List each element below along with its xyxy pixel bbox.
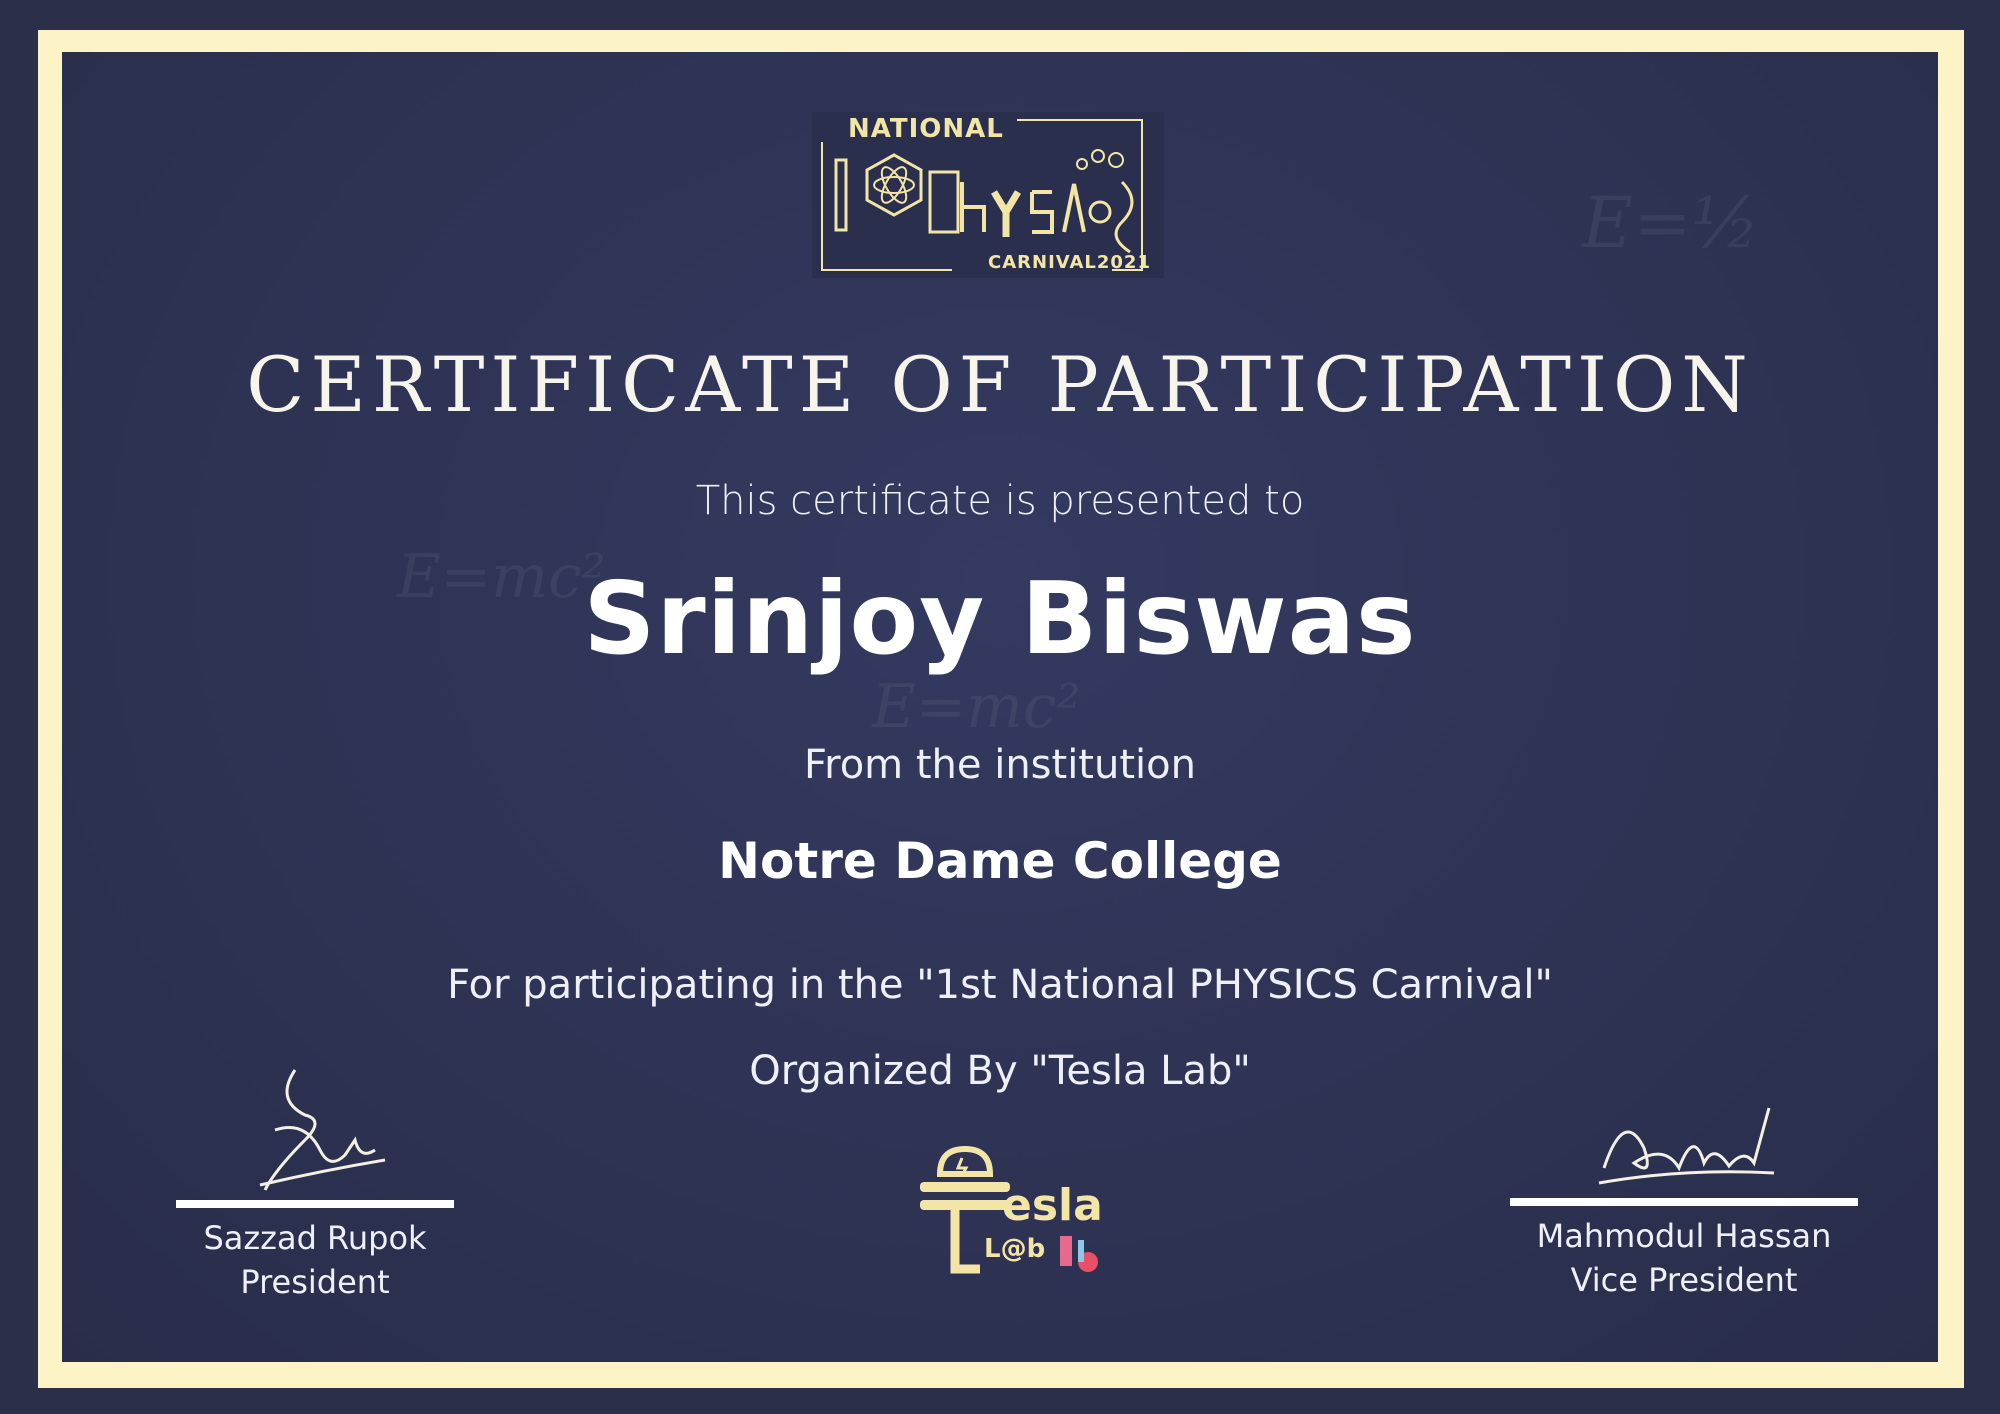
signature-line — [176, 1200, 454, 1208]
signature-vice-president-icon — [1510, 1088, 1858, 1198]
equation-watermark: E=½ — [1582, 182, 1760, 264]
equation-watermark: E=mc² — [872, 672, 1081, 742]
presented-to-label: This certificate is presented to — [695, 478, 1305, 524]
signatory-name: Mahmodul Hassan — [1536, 1217, 1832, 1255]
organized-by-line: Organized By "Tesla Lab" — [749, 1048, 1251, 1094]
tesla-logo-text-esla: esla — [1002, 1180, 1103, 1231]
signatory-role: President — [240, 1263, 390, 1301]
signature-line — [1510, 1198, 1858, 1206]
emblem-bottom-text: CARNIVAL2021 — [988, 252, 1151, 273]
signatory-name: Sazzad Rupok — [203, 1219, 427, 1257]
physics-carnival-emblem — [812, 112, 1164, 278]
tesla-lab-logo — [910, 1144, 1110, 1284]
recipient-name: Srinjoy Biswas — [583, 560, 1417, 677]
certificate-title: CERTIFICATE OF PARTICIPATION — [246, 340, 1754, 429]
signature-president-icon — [176, 1060, 454, 1200]
participation-line: For participating in the "1st National PHYSICS Carnival" — [447, 962, 1553, 1008]
institution-name: Notre Dame College — [718, 832, 1282, 890]
signatory-president — [176, 1060, 454, 1304]
signatory-vice-president — [1510, 1088, 1858, 1302]
equation-watermark: E=mc² — [397, 542, 606, 612]
emblem-top-text: NATIONAL — [848, 114, 1004, 144]
signatory-role: Vice President — [1570, 1261, 1798, 1299]
tesla-logo-text-lab: L@b — [984, 1234, 1046, 1264]
institution-label: From the institution — [804, 742, 1196, 788]
